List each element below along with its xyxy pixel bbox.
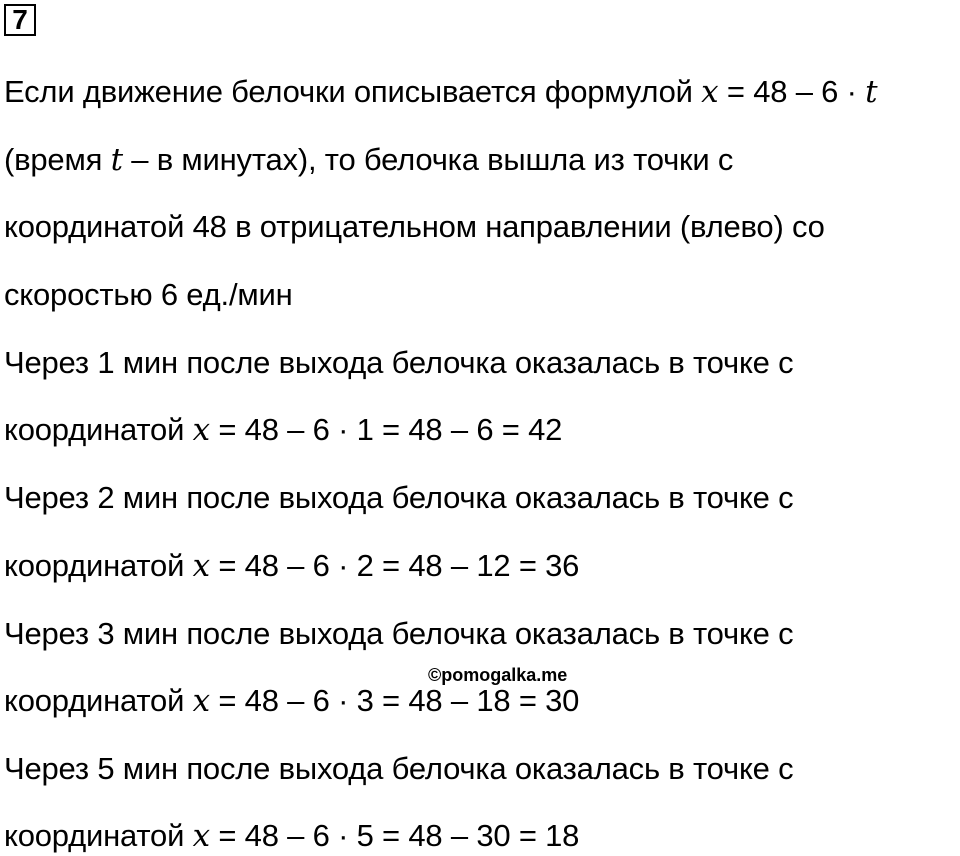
variable-x: x <box>701 74 719 110</box>
text-line-9: Через 3 мин после выхода белочка оказалась в точке с <box>4 616 794 651</box>
text-line-2 <box>4 140 733 180</box>
text-line-6 <box>4 410 562 450</box>
line-8-formula: = 48 – 6 · 2 = 48 – 12 = 36 <box>209 548 580 583</box>
text-line-12 <box>4 816 579 856</box>
line-2-suffix: – в минутах), то белочка вышла из точки с <box>122 142 734 177</box>
text-line-5: Через 1 мин после выхода белочка оказалась в точке с <box>4 345 794 380</box>
line-12-formula: = 48 – 6 · 5 = 48 – 30 = 18 <box>209 818 580 853</box>
text-line-7: Через 2 мин после выхода белочка оказалась в точке с <box>4 480 794 515</box>
text-line-10 <box>4 681 579 721</box>
task-number-badge: 7 <box>4 4 36 36</box>
variable-x: x <box>192 818 210 854</box>
line-6-formula: = 48 – 6 · 1 = 48 – 6 = 42 <box>209 412 563 447</box>
line-1-text: Если движение белочки описывается формулой <box>4 74 702 109</box>
text-line-11: Через 5 мин после выхода белочка оказалась в точке с <box>4 751 794 786</box>
line-10-prefix: координатой <box>4 683 193 718</box>
line-2-prefix: (время <box>4 142 111 177</box>
watermark: ©pomogalka.me <box>428 665 568 685</box>
text-line-3: координатой 48 в отрицательном направлении (влево) со <box>4 209 825 244</box>
line-12-prefix: координатой <box>4 818 193 853</box>
line-6-prefix: координатой <box>4 412 193 447</box>
text-line-8 <box>4 546 579 586</box>
text-line-1 <box>4 72 877 112</box>
variable-x: x <box>192 548 210 584</box>
line-1-formula: = 48 – 6 · <box>718 74 866 109</box>
text-line-4: скоростью 6 ед./мин <box>4 277 293 312</box>
variable-x: x <box>192 683 210 719</box>
line-8-prefix: координатой <box>4 548 193 583</box>
variable-x: x <box>192 412 210 448</box>
line-10-formula: = 48 – 6 · 3 = 48 – 18 = 30 <box>209 683 580 718</box>
variable-t: t <box>110 142 123 178</box>
variable-t: t <box>865 74 878 110</box>
